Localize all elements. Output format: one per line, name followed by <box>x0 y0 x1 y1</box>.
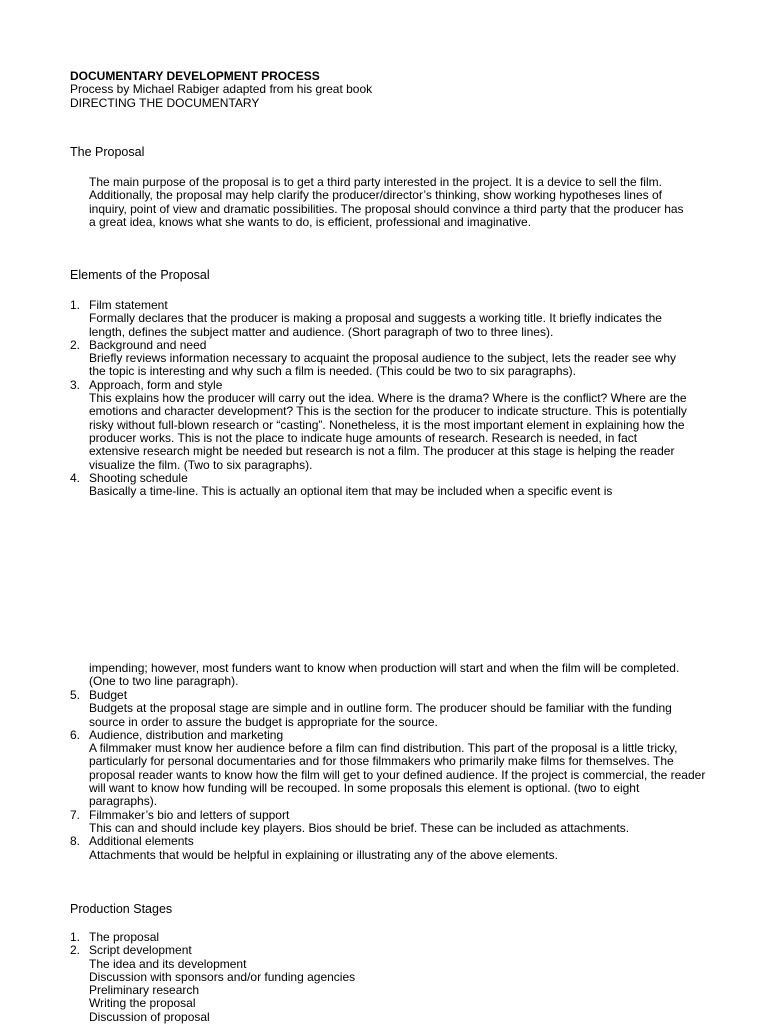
list-item-number: 6. <box>70 727 81 742</box>
list-item-number: 2. <box>70 943 81 958</box>
list-item <box>70 809 706 836</box>
list-item-number: 8. <box>70 834 81 849</box>
document-title: DOCUMENTARY DEVELOPMENT PROCESS <box>70 69 320 83</box>
stage-subitem: Discussion with sponsors and/or funding agencies <box>89 969 356 984</box>
list-item <box>70 299 690 339</box>
list-item <box>70 729 706 809</box>
list-item <box>70 835 706 862</box>
list-item <box>70 931 698 944</box>
list-item-title: Audience, distribution and marketing <box>89 727 284 742</box>
list-item-title: Filmmaker’s bio and letters of support <box>89 807 290 822</box>
list-item <box>70 689 706 729</box>
elements-heading: Elements of the Proposal <box>70 268 210 282</box>
list-item-number: 4. <box>70 470 81 485</box>
list-item-description: A filmmaker must know her audience before a film can find distribution. This part of the proposal is a little tricky, particularly for personal documentaries and for those filmmakers who primarily make films for themselves. The proposal reader wants to know how the film will get to your defined audience. If the project is commercial, the reader will want to know how funding will be recouped. In some proposals this element is optional. (two to eight paragraphs). <box>89 741 706 809</box>
list-item-number: 7. <box>70 807 81 822</box>
list-item-description: Formally declares that the producer is making a proposal and suggests a working title. It briefly indicates the length, defines the subject matter and audience. (Short paragraph of two to three lines). <box>89 311 662 339</box>
list-item-title: Approach, form and style <box>89 377 223 392</box>
list-item-number: 3. <box>70 377 81 392</box>
elements-list-continued <box>70 689 706 862</box>
list-item-description: Budgets at the proposal stage are simple and in outline form. The producer should be familiar with the funding source in order to assure the budget is appropriate for the source. <box>89 701 672 729</box>
document-subtitle-1: Process by Michael Rabiger adapted from his great book <box>70 82 373 97</box>
list-item-description: Briefly reviews information necessary to acquaint the proposal audience to the subject, lets the reader see why the topic is interesting and why such a film is needed. (This could be two to six paragraphs). <box>89 351 676 379</box>
elements-list <box>70 299 690 498</box>
stages-heading: Production Stages <box>70 902 173 916</box>
list-item-title: Additional elements <box>89 834 194 849</box>
list-item-number: 1. <box>70 298 81 312</box>
list-item-description: Basically a time-line. This is actually an optional item that may be included when a specific event is <box>89 484 613 499</box>
list-item-title: Budget <box>89 688 128 702</box>
stage-subitem: The idea and its development <box>89 956 247 971</box>
list-item-title: Shooting schedule <box>89 470 188 485</box>
list-item <box>70 379 690 472</box>
proposal-heading: The Proposal <box>70 145 145 159</box>
list-item-description: This can and should include key players. Bios should be brief. These can be included as attachments. <box>89 820 630 835</box>
list-item-title: The proposal <box>89 930 160 944</box>
stages-list <box>70 931 698 1024</box>
list-item-number: 1. <box>70 930 81 944</box>
stage-subitem: Writing the proposal <box>89 996 196 1011</box>
list-item <box>70 339 690 379</box>
elements-continuation: impending; however, most funders want to know when production will start and when the film will be completed. (One to two line paragraph). <box>89 661 680 689</box>
list-item-description: This explains how the producer will carry out the idea. Where is the drama? Where is the conflict? Where are the emotions and character development? This is the section for the producer to indicate structure. This is potentially risky without full-blown research or “casting”. Nonetheless, it is the most important element in explaining how the producer works. This is not the place to indicate huge amounts of research. Research is needed, in fact extensive research might be needed but research is not a film. The producer at this stage is helping the reader visualize the film. (Two to six paragraphs). <box>89 391 687 472</box>
stage-subitem: Discussion of proposal <box>89 1009 210 1024</box>
list-item-title: Script development <box>89 943 192 958</box>
stage-subitem: Preliminary research <box>89 983 200 998</box>
document-subtitle-2: DIRECTING THE DOCUMENTARY <box>70 95 260 110</box>
list-item <box>70 944 698 1024</box>
list-item <box>70 472 690 499</box>
list-item-number: 2. <box>70 337 81 352</box>
list-item-number: 5. <box>70 688 81 702</box>
document-header <box>70 70 698 110</box>
list-item-title: Background and need <box>89 337 207 352</box>
list-item-description: Attachments that would be helpful in explaining or illustrating any of the above elements. <box>89 847 558 862</box>
proposal-paragraph: The main purpose of the proposal is to get a third party interested in the project. It is a device to sell the film. Additionally, the proposal may help clarify the producer/director’s thinking, show working hypotheses lines of inquiry, point of view and dramatic possibilities. The proposal should convince a third party that the producer has a great idea, knows what she wants to do, is efficient, professional and imaginative. <box>89 175 684 229</box>
list-item-title: Film statement <box>89 298 168 312</box>
